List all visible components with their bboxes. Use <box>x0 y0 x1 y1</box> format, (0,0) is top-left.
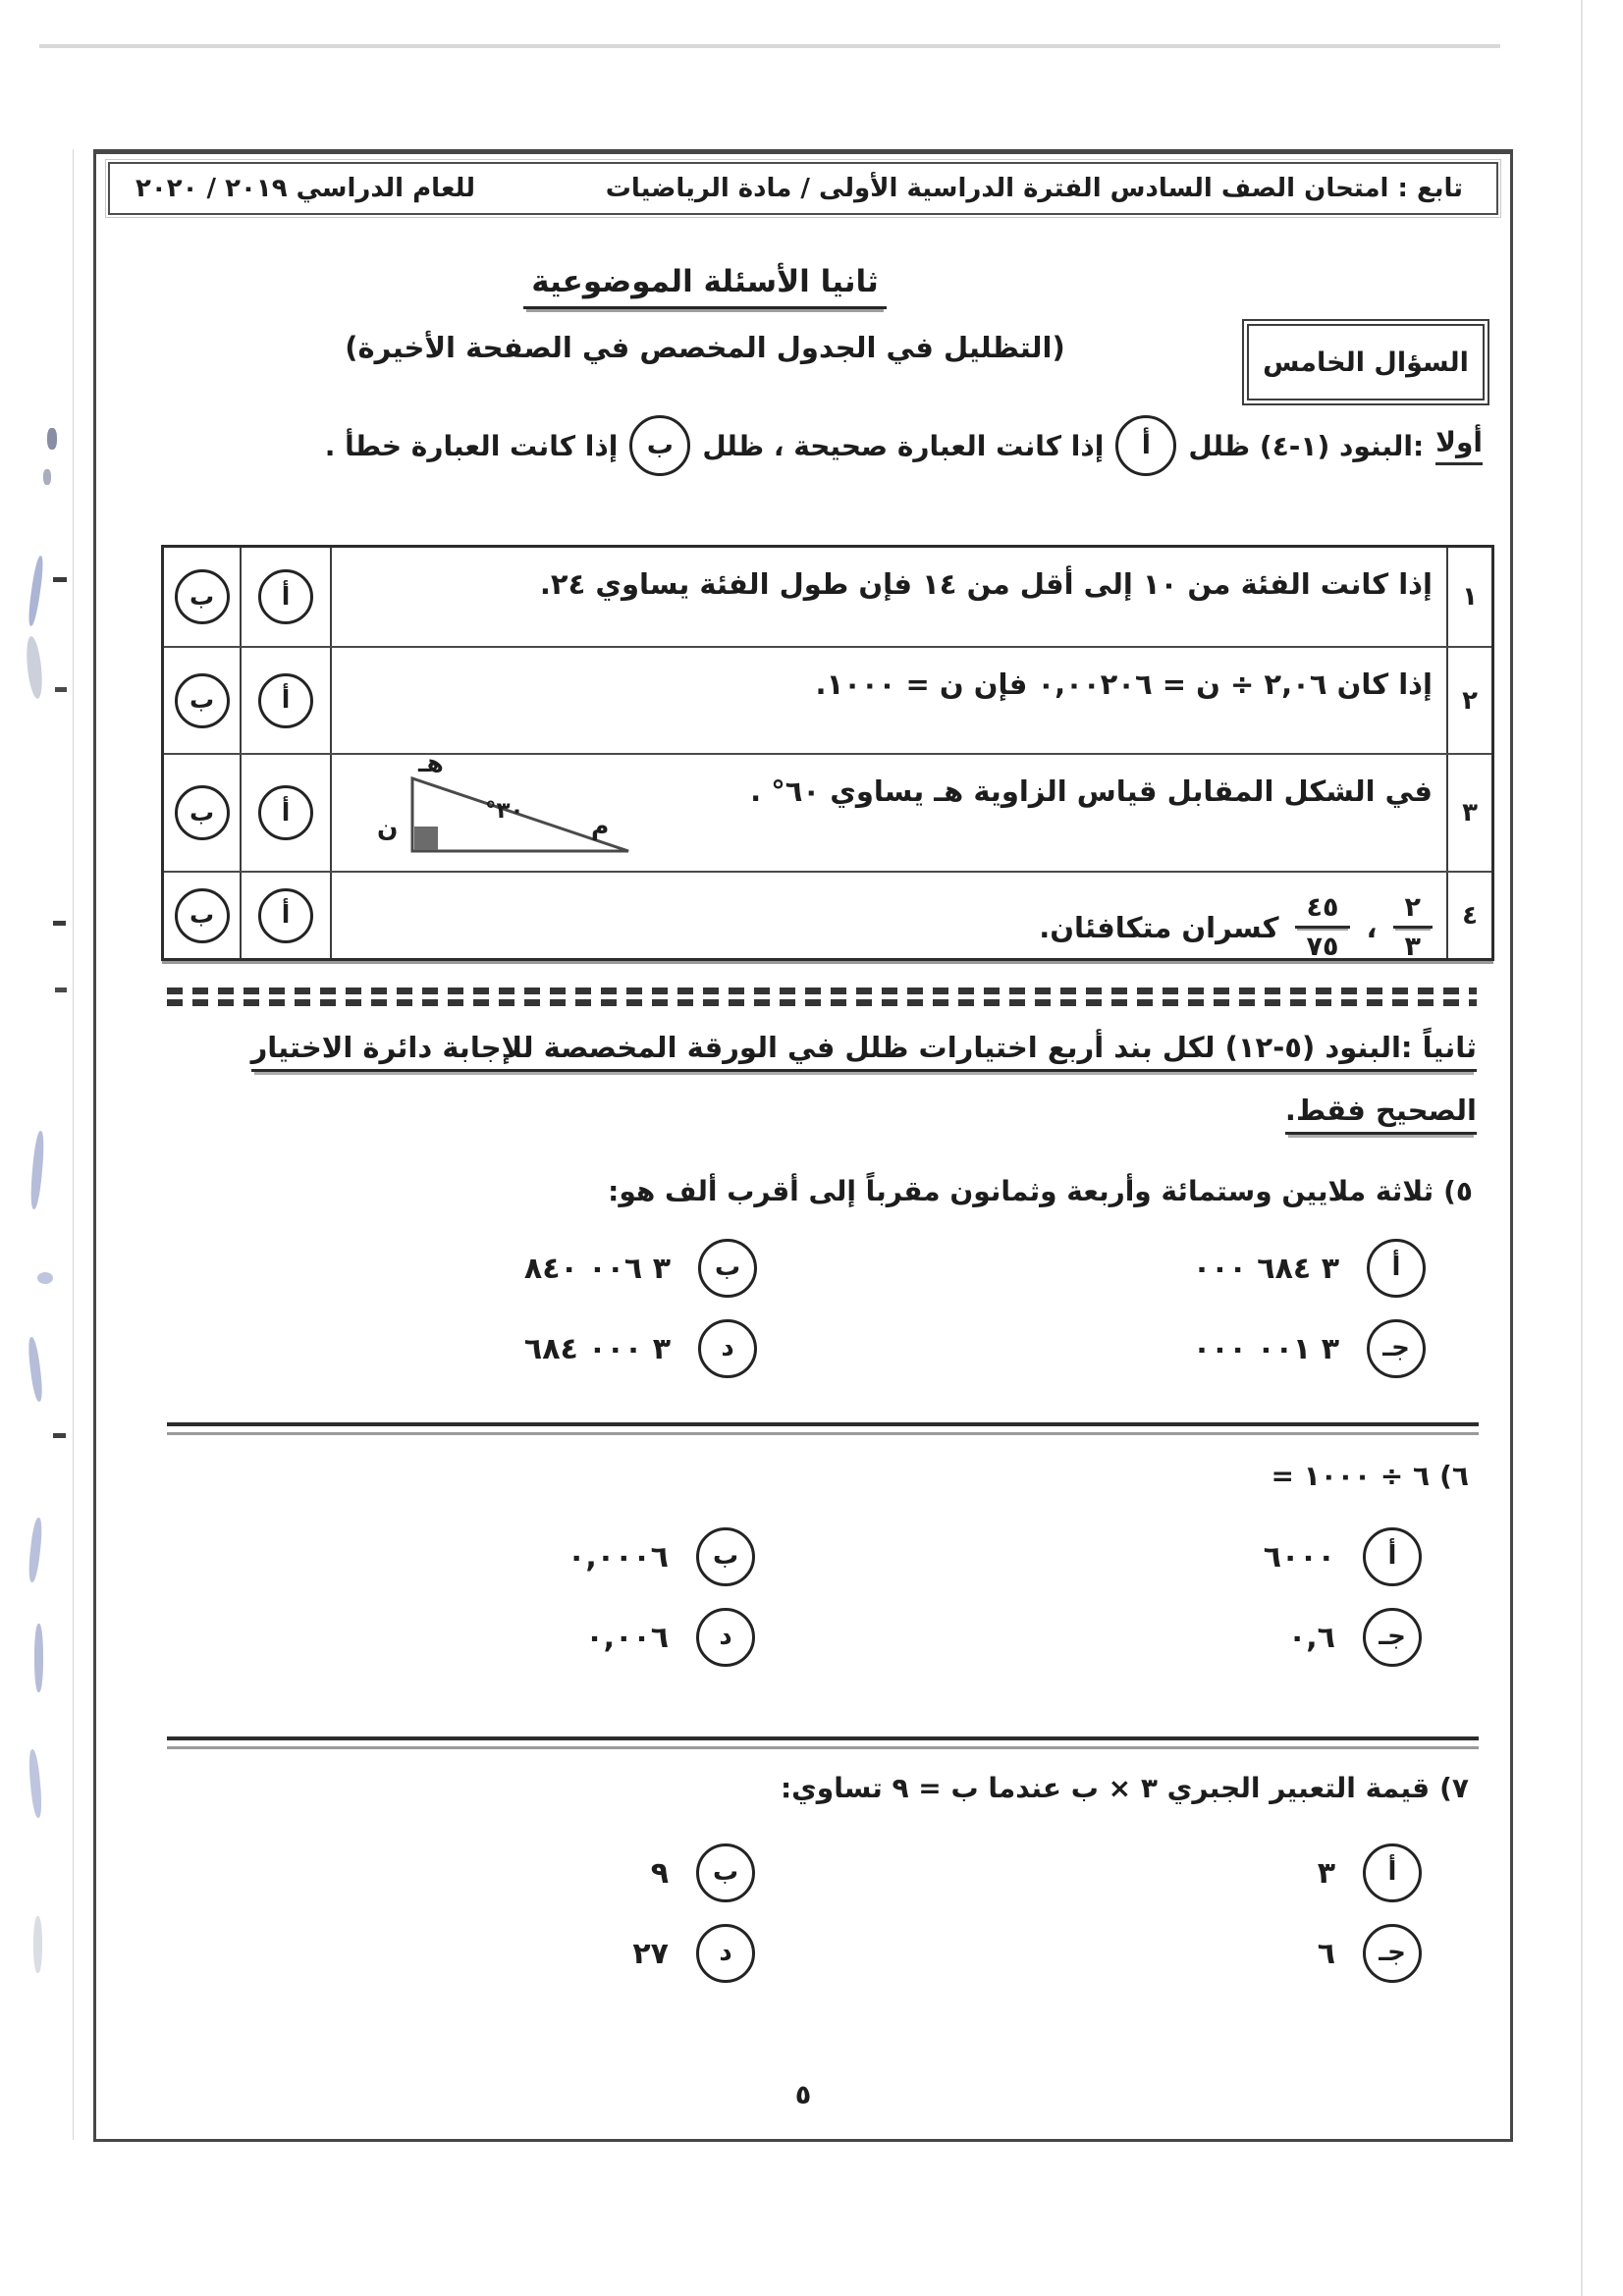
item-number: ٣ <box>1446 755 1491 871</box>
option-j-bubble-icon <box>1367 1319 1426 1378</box>
bubble-cell-a <box>240 648 332 753</box>
option-j <box>802 1924 1469 1983</box>
dash-line <box>167 988 1477 994</box>
fraction-1 <box>1393 892 1433 962</box>
true-false-table <box>161 545 1494 961</box>
option-d-bubble-icon <box>696 1608 755 1667</box>
true-bubble-icon <box>1115 415 1176 476</box>
section-title-text: ثانيا الأسئلة الموضوعية <box>523 264 887 309</box>
fraction-numerator: ٢ <box>1393 892 1433 929</box>
tf-row-2 <box>164 648 1491 755</box>
option-a-value: ٣ ٦٨٤ ٠٠٠ <box>1192 1251 1339 1286</box>
false-bubble-letter: ب <box>646 429 674 460</box>
answer-bubble-b-icon <box>175 785 230 840</box>
scan-artifact <box>53 577 67 582</box>
triangle-figure <box>371 749 676 869</box>
fraction-denominator: ٧٥ <box>1306 932 1339 963</box>
bubble-letter: أ <box>281 685 291 714</box>
question-5-text <box>135 1175 1473 1207</box>
scan-artifact <box>47 428 57 450</box>
answer-bubble-a-icon <box>258 785 313 840</box>
question-label: ٦) <box>1439 1460 1469 1492</box>
option-b <box>135 1527 802 1586</box>
option-j <box>802 1608 1469 1667</box>
part1-instruction <box>112 415 1483 476</box>
question-label: ٧) <box>1439 1772 1469 1804</box>
exam-header-title: تابع : امتحان الصف السادس الفترة الدراسية الأولى / مادة الرياضيات <box>605 174 1463 203</box>
option-a-bubble-icon <box>1367 1239 1426 1298</box>
question-number-box <box>1242 319 1489 405</box>
statement-text: في الشكل المقابل قياس الزاوية هـ يساوي ٦٠° . <box>750 774 1433 808</box>
question-label: ٥) <box>1443 1175 1473 1207</box>
bubble-cell-b <box>164 548 240 646</box>
scan-artifact <box>53 1433 66 1438</box>
bubble-letter: ب <box>189 797 215 827</box>
option-j-value: ٠,٦ <box>1287 1620 1335 1655</box>
scan-artifact <box>27 1749 43 1819</box>
scan-artifact <box>27 1337 44 1403</box>
bubble-cell-b <box>164 648 240 753</box>
option-d <box>135 1319 804 1378</box>
exam-header-year: للعام الدراسي ٢٠١٩ / ٢٠٢٠ <box>135 174 475 203</box>
bubble-letter: أ <box>281 581 291 611</box>
bubble-cell-a <box>240 755 332 871</box>
answer-bubble-a-icon <box>258 569 313 624</box>
question-divider <box>167 1422 1479 1435</box>
option-d-value: ٠,٠٠٦ <box>585 1620 669 1655</box>
question-5-options <box>135 1239 1473 1378</box>
option-letter: ب <box>712 1541 739 1571</box>
scan-artifact <box>37 1272 53 1284</box>
dashed-divider <box>167 988 1477 1006</box>
page-number: ٥ <box>794 2080 812 2110</box>
question-6-text <box>135 1460 1469 1492</box>
fraction-numerator: ٤٥ <box>1295 892 1351 929</box>
option-letter: جـ <box>1382 1333 1410 1362</box>
exam-frame <box>93 149 1513 2142</box>
vertex-label-left: ن <box>377 814 399 842</box>
question-body: قيمة التعبير الجبري ٣ × ب عندما ب = ٩ تساوي: <box>780 1772 1431 1804</box>
statement-text: إذا كانت الفئة من ١٠ إلى أقل من ١٤ فإن طول الفئة يساوي ٢٤. <box>539 567 1433 601</box>
item-number: ٤ <box>1446 873 1491 958</box>
question-5 <box>135 1175 1473 1378</box>
statement-cell <box>332 749 1446 871</box>
question-divider <box>167 1736 1479 1749</box>
bubble-letter: أ <box>281 797 291 827</box>
option-d-bubble-icon <box>698 1319 757 1378</box>
option-letter: جـ <box>1379 1622 1406 1651</box>
option-d-value: ٢٧ <box>632 1936 669 1971</box>
vertex-label-right: م <box>591 812 610 840</box>
item-number: ٢ <box>1446 648 1491 753</box>
option-d-value: ٣ ٠٠٠ ٦٨٤ <box>523 1331 671 1366</box>
answer-bubble-a-icon <box>258 888 313 943</box>
statement-text: إذا كان ٢,٠٦ ÷ ن = ٠,٠٠٢٠٦ فإن ن = ١٠٠٠. <box>815 667 1433 701</box>
scan-artifact <box>27 556 45 627</box>
statement-cell <box>332 873 1446 963</box>
scan-artifact <box>43 469 51 485</box>
option-a <box>804 1239 1473 1298</box>
option-b-value: ٣ ٠٠٦ ٨٤٠ <box>523 1251 671 1286</box>
option-b-value: ٩ <box>650 1855 669 1891</box>
option-j-value: ٣ ٠٠١ ٠٠٠ <box>1192 1331 1339 1366</box>
option-letter: د <box>719 1938 732 1967</box>
scan-artifact <box>33 1916 42 1973</box>
option-a-bubble-icon <box>1363 1843 1422 1902</box>
option-letter: ب <box>712 1857 739 1887</box>
option-letter: أ <box>1387 1541 1397 1571</box>
fraction-denominator: ٣ <box>1404 932 1421 963</box>
option-a <box>802 1843 1469 1902</box>
option-b-bubble-icon <box>696 1843 755 1902</box>
question-7-text <box>135 1772 1469 1804</box>
answer-bubble-a-icon <box>258 673 313 728</box>
bubble-cell-b <box>164 873 240 958</box>
option-letter: د <box>719 1622 732 1651</box>
question-6-options <box>135 1527 1469 1667</box>
part1-instruction-text: :البنود (١-٤) ظلل <box>1188 429 1425 462</box>
bubble-letter: ب <box>189 685 215 714</box>
scan-artifact <box>55 687 67 692</box>
option-b-bubble-icon <box>698 1239 757 1298</box>
scan-artifact <box>29 1131 46 1210</box>
option-a-value: ٦٠٠٠ <box>1263 1539 1335 1575</box>
part2-line1-text: ثانياً :البنود (٥-١٢) لكل بند أربع اختيارات ظلل في الورقة المخصصة للإجابة دائرة الاختيار <box>251 1031 1477 1072</box>
question-7-options <box>135 1843 1469 1983</box>
answer-bubble-b-icon <box>175 888 230 943</box>
statement-text: كسران متكافئان. <box>1039 910 1279 944</box>
part2-instruction <box>130 1031 1477 1127</box>
option-d <box>135 1924 802 1983</box>
part2-line1 <box>130 1031 1477 1064</box>
answer-bubble-b-icon <box>175 569 230 624</box>
dash-line <box>167 999 1477 1006</box>
fraction-statement <box>1039 888 1433 962</box>
part1-lead: أولا <box>1435 426 1483 465</box>
answer-bubble-b-icon <box>175 673 230 728</box>
right-angle-mark <box>414 827 438 850</box>
exam-header <box>108 162 1498 215</box>
option-letter: ب <box>714 1253 741 1282</box>
part1-instruction-mid: إذا كانت العبارة صحيحة ، ظلل <box>702 429 1105 462</box>
part2-line2-text: الصحيح فقط. <box>1285 1094 1477 1135</box>
bubble-letter: ب <box>189 900 215 929</box>
tf-row-3 <box>164 749 1491 873</box>
option-a <box>802 1527 1469 1586</box>
option-a-value: ٣ <box>1317 1855 1335 1891</box>
question-7 <box>135 1772 1469 1983</box>
false-bubble-icon <box>629 415 690 476</box>
tf-row-4 <box>164 873 1491 963</box>
scan-artifact <box>34 1624 43 1692</box>
part2-line2 <box>130 1094 1477 1127</box>
page-edge-shadow <box>1581 0 1583 2296</box>
statement-cell <box>332 548 1446 646</box>
option-d <box>135 1608 802 1667</box>
bubble-cell-a <box>240 548 332 646</box>
true-bubble-letter: أ <box>1141 429 1151 460</box>
bubble-cell-b <box>164 755 240 871</box>
question-body: ثلاثة ملايين وستمائة وأربعة وثمانون مقرباً إلى أقرب ألف هو: <box>608 1175 1434 1207</box>
item-number: ١ <box>1446 548 1491 646</box>
scan-artifact <box>55 988 67 992</box>
option-letter: د <box>721 1333 734 1362</box>
bubble-letter: ب <box>189 581 215 611</box>
option-j-bubble-icon <box>1363 1608 1422 1667</box>
angle-label: ٣٠° <box>485 798 524 824</box>
option-b-bubble-icon <box>696 1527 755 1586</box>
scan-fold-line <box>73 149 74 2140</box>
question-6 <box>135 1460 1469 1667</box>
bubble-letter: أ <box>281 900 291 929</box>
question-body: ٦ ÷ ١٠٠٠ = <box>1271 1460 1431 1492</box>
bubble-cell-a <box>240 873 332 958</box>
scan-artifact <box>27 1518 44 1583</box>
option-b-value: ٠,٠٠٠٦ <box>568 1539 669 1575</box>
page-margin-rule <box>39 44 1500 48</box>
statement-cell <box>332 648 1446 753</box>
question-number-text: السؤال الخامس <box>1263 347 1469 378</box>
vertex-label-top: هـ <box>418 749 444 777</box>
option-letter: أ <box>1387 1857 1397 1887</box>
fraction-2 <box>1295 892 1351 962</box>
option-a-bubble-icon <box>1363 1527 1422 1586</box>
option-j-bubble-icon <box>1363 1924 1422 1983</box>
scan-artifact <box>53 921 66 926</box>
option-b <box>135 1843 802 1902</box>
part1-instruction-tail: إذا كانت العبارة خطأ . <box>324 429 619 462</box>
option-b <box>135 1239 804 1298</box>
option-d-bubble-icon <box>696 1924 755 1983</box>
tf-row-1 <box>164 548 1491 648</box>
section-title <box>450 264 960 299</box>
option-letter: جـ <box>1379 1938 1406 1967</box>
option-j-value: ٦ <box>1317 1936 1335 1971</box>
comma-separator: ، <box>1366 910 1378 944</box>
option-letter: أ <box>1391 1253 1401 1282</box>
option-j <box>804 1319 1473 1378</box>
section-subtitle: (التظليل في الجدول المخصص في الصفحة الأخيرة) <box>345 331 1065 364</box>
scan-artifact <box>25 635 45 699</box>
